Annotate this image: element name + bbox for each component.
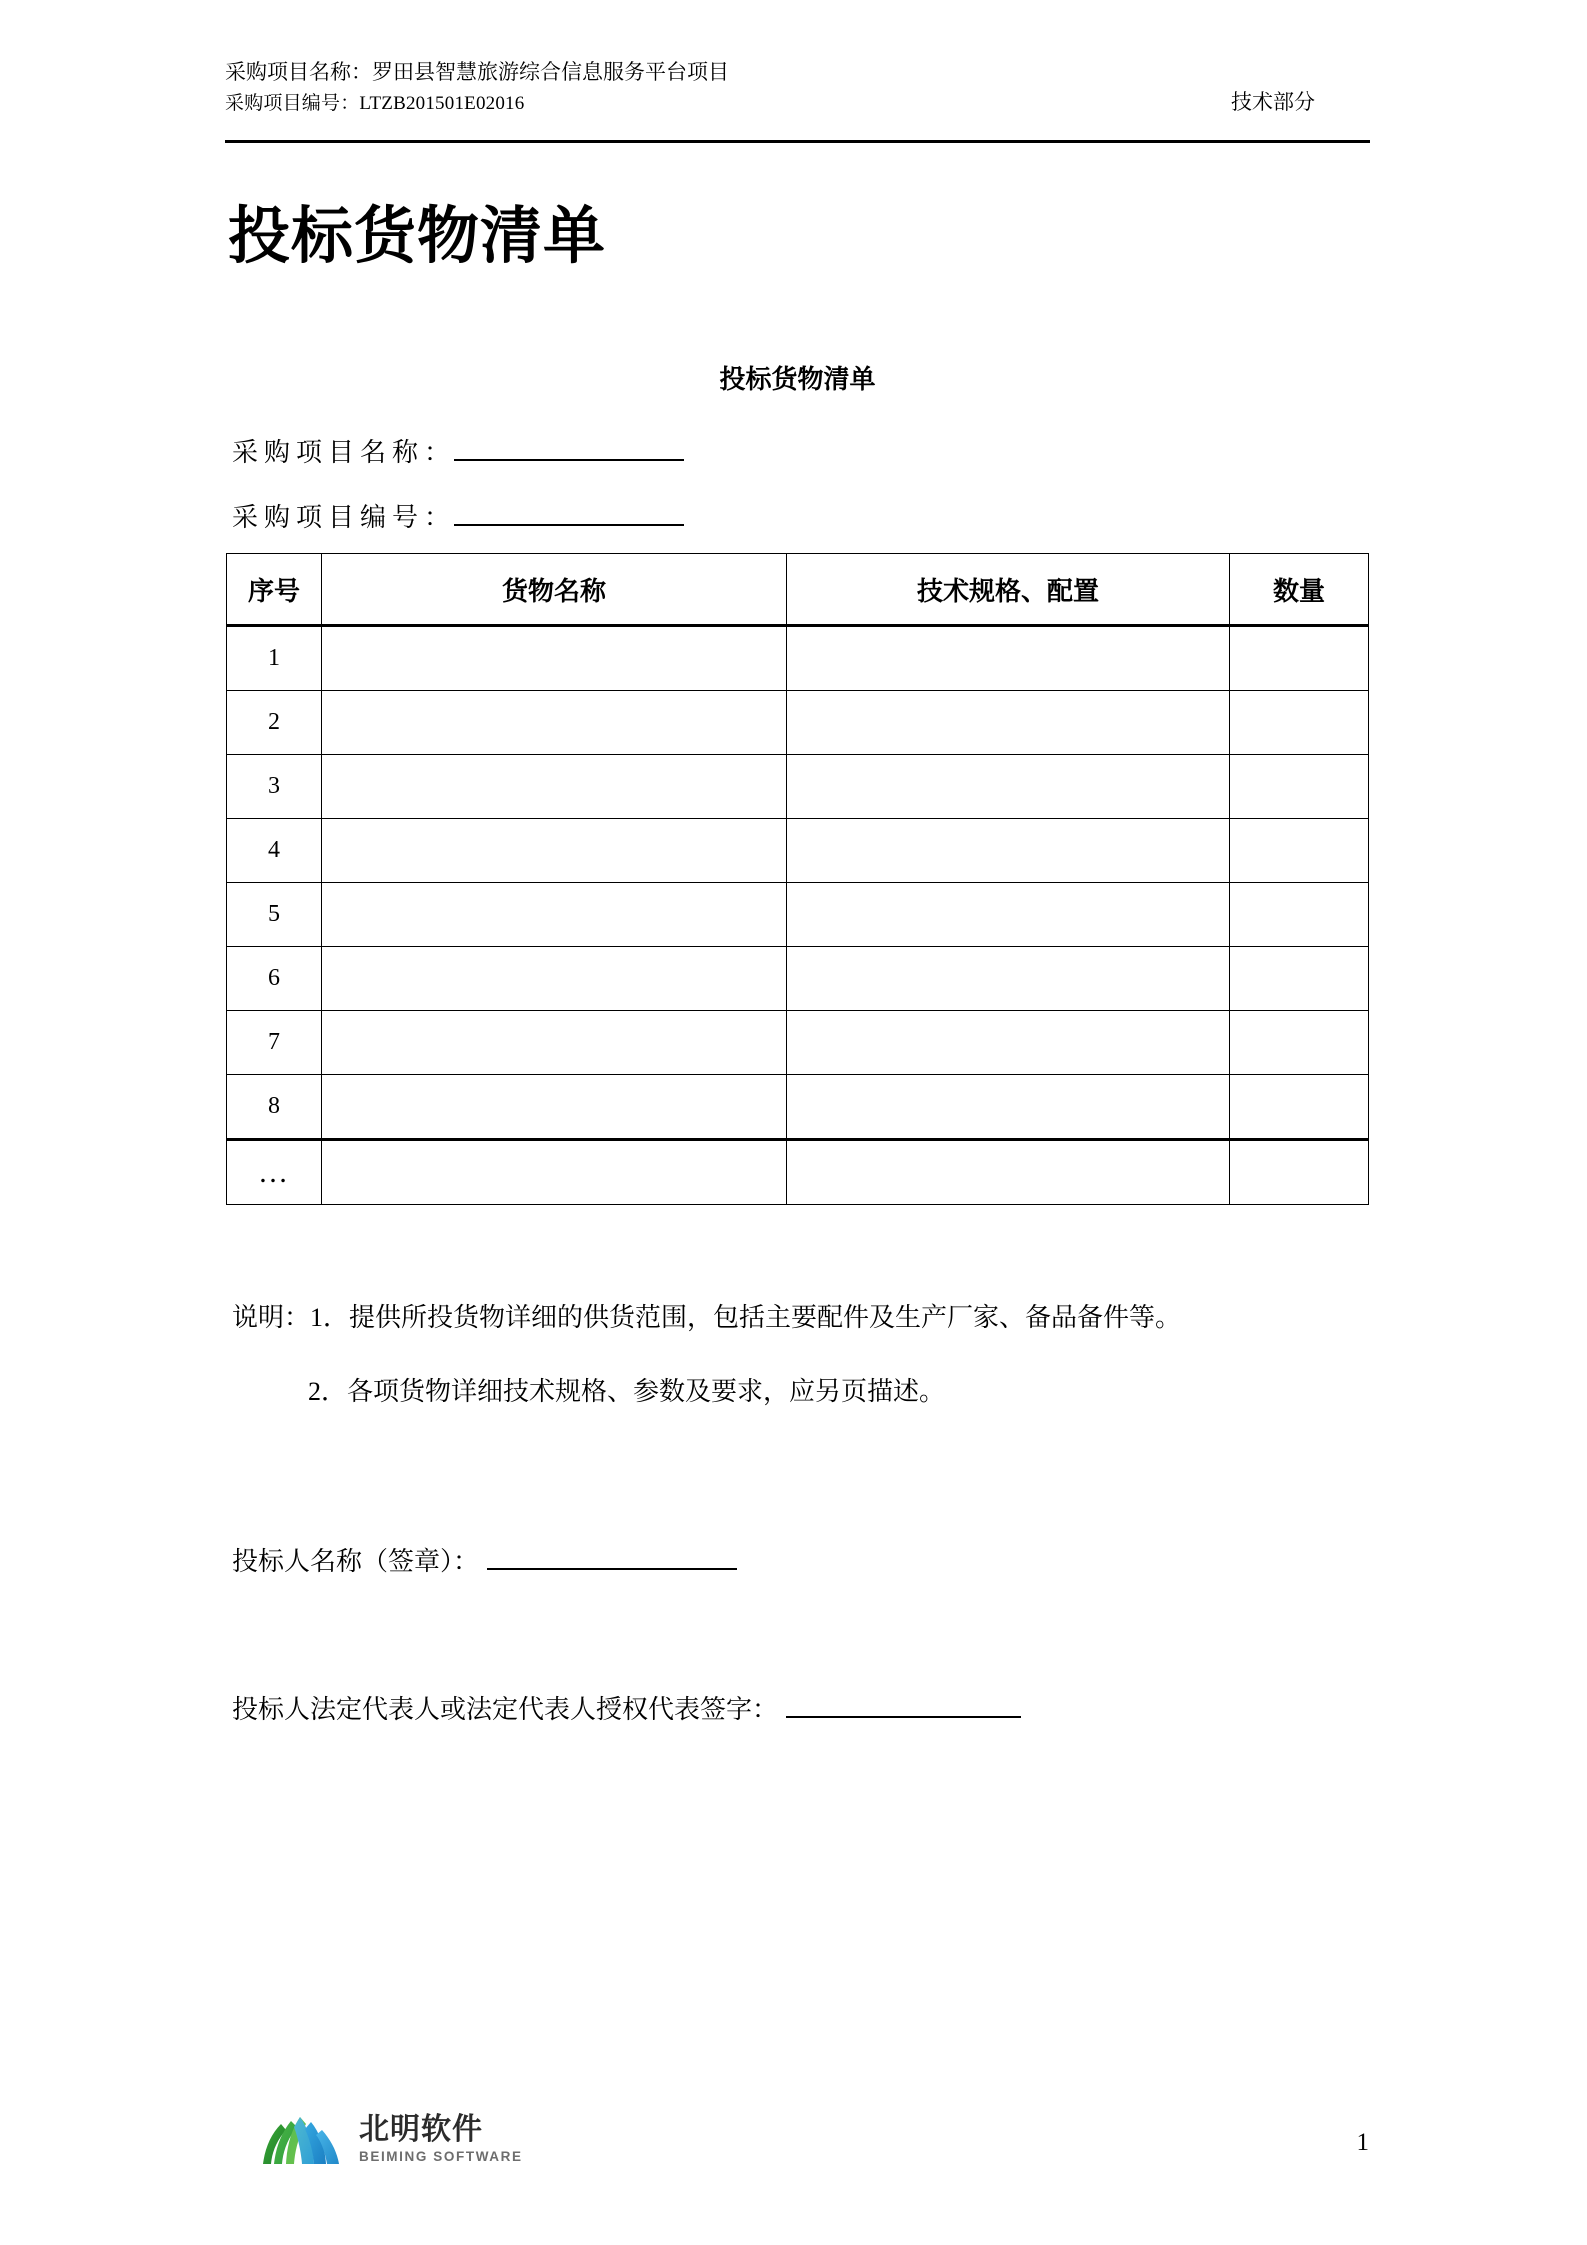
row-index: 1 xyxy=(227,626,322,691)
row-goods-spec[interactable] xyxy=(787,755,1230,819)
signature-bidder-name xyxy=(232,1542,737,1580)
row-goods-spec[interactable] xyxy=(787,1075,1230,1140)
row-goods-qty[interactable] xyxy=(1230,819,1369,883)
page-number: 1 xyxy=(1356,2129,1369,2156)
row-index: 8 xyxy=(227,1075,322,1140)
note-item-2: 2．各项货物详细技术规格、参数及要求，应另页描述。 xyxy=(308,1377,946,1406)
row-goods-name[interactable] xyxy=(322,819,787,883)
header-project-code: 采购项目编号：LTZB201501E02016 xyxy=(225,93,525,114)
note-item-1: 说明：1．提供所投货物详细的供货范围，包括主要配件及生产厂家、备品备件等。 xyxy=(232,1303,1182,1332)
goods-table xyxy=(226,553,1369,1205)
signature-legal-rep-input[interactable] xyxy=(786,1690,1021,1718)
row-index: 7 xyxy=(227,1011,322,1075)
table-row xyxy=(227,883,1369,947)
logo-wordmark xyxy=(359,2112,523,2164)
row-goods-spec[interactable] xyxy=(787,1140,1230,1205)
row-goods-name[interactable] xyxy=(322,883,787,947)
row-goods-spec[interactable] xyxy=(787,626,1230,691)
row-index: 2 xyxy=(227,691,322,755)
header-section-label: 技术部分 xyxy=(1231,90,1315,114)
row-goods-name[interactable] xyxy=(322,626,787,691)
row-goods-name[interactable] xyxy=(322,691,787,755)
table-row xyxy=(227,1140,1369,1205)
column-header-spec: 技术规格、配置 xyxy=(787,554,1230,626)
row-goods-qty[interactable] xyxy=(1230,1140,1369,1205)
table-row xyxy=(227,819,1369,883)
row-goods-name[interactable] xyxy=(322,755,787,819)
field-project-code-colon: ： xyxy=(424,503,451,532)
field-project-code-label: 采购项目编号 xyxy=(232,503,425,532)
logo-name-en: BEIMING SOFTWARE xyxy=(359,2148,523,2164)
row-goods-spec[interactable] xyxy=(787,947,1230,1011)
field-project-code xyxy=(232,498,684,536)
beiming-logo-icon xyxy=(255,2108,347,2170)
row-goods-qty[interactable] xyxy=(1230,883,1369,947)
row-index: 6 xyxy=(227,947,322,1011)
table-row xyxy=(227,947,1369,1011)
field-project-name-colon: ： xyxy=(424,438,451,467)
row-index: 4 xyxy=(227,819,322,883)
column-header-index: 序号 xyxy=(227,554,322,626)
row-goods-spec[interactable] xyxy=(787,819,1230,883)
row-goods-qty[interactable] xyxy=(1230,691,1369,755)
row-index: 5 xyxy=(227,883,322,947)
row-goods-name[interactable] xyxy=(322,947,787,1011)
footer-logo xyxy=(255,2108,523,2170)
header-divider xyxy=(225,140,1370,143)
row-goods-qty[interactable] xyxy=(1230,1011,1369,1075)
header-project-name: 采购项目名称：罗田县智慧旅游综合信息服务平台项目 xyxy=(225,60,729,84)
signature-bidder-name-input[interactable] xyxy=(487,1542,737,1570)
row-goods-qty[interactable] xyxy=(1230,626,1369,691)
signature-legal-rep-label: 投标人法定代表人或法定代表人授权代表签字： xyxy=(232,1695,779,1724)
row-goods-spec[interactable] xyxy=(787,883,1230,947)
column-header-name: 货物名称 xyxy=(322,554,787,626)
form-sub-title: 投标货物清单 xyxy=(719,365,876,394)
field-project-name-label: 采购项目名称 xyxy=(232,438,425,467)
table-row xyxy=(227,626,1369,691)
signature-legal-rep xyxy=(232,1690,1021,1728)
row-index: 3 xyxy=(227,755,322,819)
field-project-name-input[interactable] xyxy=(454,433,684,461)
row-goods-name[interactable] xyxy=(322,1011,787,1075)
logo-name-cn: 北明软件 xyxy=(359,2112,483,2146)
notes-block xyxy=(232,1288,1370,1422)
row-goods-spec[interactable] xyxy=(787,691,1230,755)
row-goods-qty[interactable] xyxy=(1230,755,1369,819)
column-header-qty: 数量 xyxy=(1230,554,1369,626)
field-project-name xyxy=(232,433,684,471)
table-row xyxy=(227,691,1369,755)
page-title: 投标货物清单 xyxy=(228,203,607,271)
running-header xyxy=(225,58,1370,118)
table-header-row xyxy=(227,554,1369,626)
table-row xyxy=(227,1011,1369,1075)
row-goods-name[interactable] xyxy=(322,1140,787,1205)
row-goods-qty[interactable] xyxy=(1230,1075,1369,1140)
table-row xyxy=(227,1075,1369,1140)
signature-bidder-name-label: 投标人名称（签章）： xyxy=(232,1547,480,1576)
row-goods-qty[interactable] xyxy=(1230,947,1369,1011)
row-goods-spec[interactable] xyxy=(787,1011,1230,1075)
row-goods-name[interactable] xyxy=(322,1075,787,1140)
table-row xyxy=(227,755,1369,819)
running-header-left xyxy=(225,58,729,118)
row-index: … xyxy=(227,1140,322,1205)
field-project-code-input[interactable] xyxy=(454,498,684,526)
